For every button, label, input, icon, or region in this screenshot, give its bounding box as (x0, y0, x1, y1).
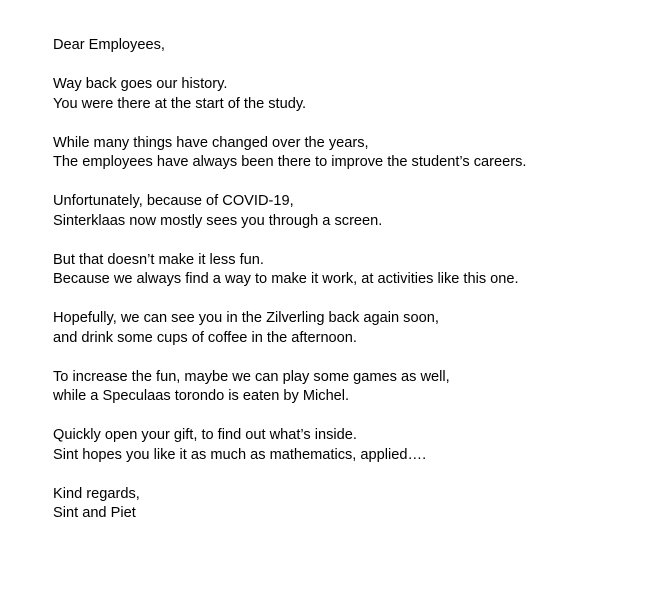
paragraph-5-line-2: and drink some cups of coffee in the afternoon. (53, 329, 357, 346)
paragraph-spacer (53, 114, 643, 134)
paragraph-3-line-2: Sinterklaas now mostly sees you through a screen. (53, 212, 383, 229)
paragraph-6-line-1: To increase the fun, maybe we can play some games as well, (53, 368, 450, 385)
paragraph-spacer (53, 407, 643, 427)
letter-greeting: Dear Employees, (53, 37, 165, 53)
paragraph-3-line-1: Unfortunately, because of COVID-19, (53, 193, 294, 209)
paragraph-spacer (53, 231, 643, 251)
paragraph-1-line-2: You were there at the start of the study. (53, 95, 307, 112)
letter-signature: Sint and Piet (53, 505, 136, 521)
paragraph-spacer (53, 348, 643, 368)
paragraph-2-line-1: While many things have changed over the years, (53, 134, 369, 151)
letter-closing: Kind regards, (53, 485, 140, 502)
paragraph-spacer (53, 173, 643, 193)
letter-body (53, 36, 643, 524)
paragraph-7-line-1: Quickly open your gift, to find out what’s inside. (53, 427, 357, 443)
paragraph-4-line-1: But that doesn’t make it less fun. (53, 251, 264, 268)
paragraph-2-line-2: The employees have always been there to improve the student’s careers. (53, 154, 527, 170)
paragraph-spacer (53, 290, 643, 310)
paragraph-6-line-2: while a Speculaas torondo is eaten by Michel. (53, 388, 350, 404)
paragraph-7-line-2: Sint hopes you like it as much as mathematics, applied…. (53, 446, 427, 463)
paragraph-spacer (53, 56, 643, 76)
paragraph-spacer (53, 465, 643, 485)
paragraph-1-line-1: Way back goes our history. (53, 76, 228, 92)
paragraph-5-line-1: Hopefully, we can see you in the Zilverling back again soon, (53, 310, 439, 326)
paragraph-4-line-2: Because we always find a way to make it work, at activities like this one. (53, 271, 519, 287)
